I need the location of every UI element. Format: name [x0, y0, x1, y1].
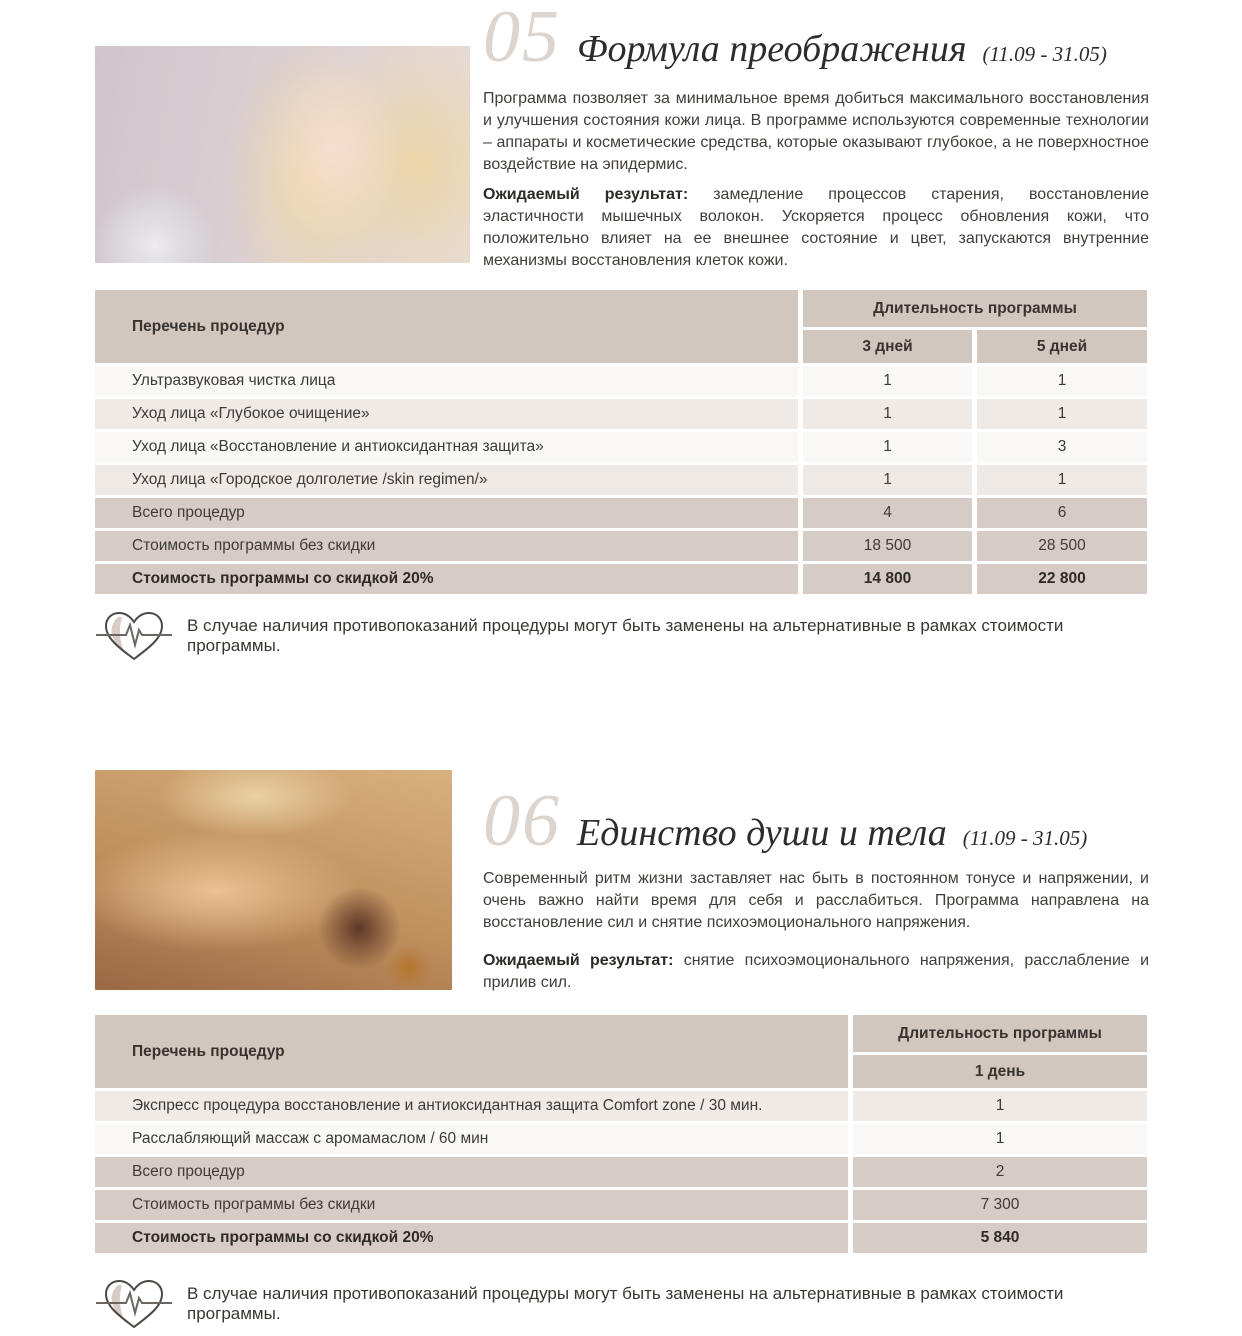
- value-1-day: 2: [853, 1157, 1147, 1187]
- duration-header-block: [853, 1015, 1147, 1088]
- duration-header: Длительность программы: [853, 1015, 1147, 1052]
- procedure-label: Уход лица «Городское долголетие /skin regimen/»: [95, 465, 798, 495]
- section-05-header: [483, 0, 1107, 78]
- section-05-description: Программа позволяет за минимальное время добиться максимального восстановления и улучшения состояния кожи лица. В программе используются современные технологии – аппараты и косметические средства, которые оказывают глубокое, а не поверхностное воздействие на эпидермис.: [483, 90, 1149, 173]
- value-5-days: 1: [977, 366, 1147, 396]
- skincare-photo: [95, 46, 470, 263]
- massage-photo: [95, 770, 452, 990]
- table-row: [95, 465, 1147, 495]
- value-3-days: 1: [803, 432, 972, 462]
- table-row-total: [95, 498, 1147, 528]
- value-3-days: 1: [803, 465, 972, 495]
- duration-col-5-days: 5 дней: [977, 330, 1147, 363]
- discount-price-1-day: 5 840: [853, 1223, 1147, 1253]
- contraindication-note: [95, 608, 1155, 664]
- section-06-description: Современный ритм жизни заставляет нас быть в постоянном тонусе и напряжении, и очень важно найти время для себя и расслабиться. Программа направлена на восстановление сил и снятие психоэмоционального напряжения.: [483, 870, 1149, 931]
- procedure-label: Расслабляющий массаж с аромамаслом / 60 мин: [95, 1124, 848, 1154]
- heart-pulse-icon: [95, 1276, 173, 1332]
- section-06-header: [483, 780, 1088, 862]
- table-row: [95, 366, 1147, 396]
- section-dates: (11.09 - 31.05): [962, 826, 1088, 850]
- duration-col-3-days: 3 дней: [803, 330, 972, 363]
- contraindication-note: [95, 1276, 1155, 1332]
- procedure-label: Ультразвуковая чистка лица: [95, 366, 798, 396]
- value-3-days: 1: [803, 366, 972, 396]
- expected-result-text: замедление процессов старения, восстановление эластичности мышечных волокон. Ускоряется процесс обновления кожи, что положительно влияет на ее внешнее состояние и цвет, запускаются внутренние механизмы восстановления клеток кожи.: [483, 186, 1150, 269]
- total-label: Всего процедур: [95, 498, 798, 528]
- table-row-discount-price: [95, 564, 1147, 594]
- discount-price-5-days: 22 800: [977, 564, 1147, 594]
- table-row-total: [95, 1157, 1147, 1187]
- procedures-column-header: Перечень процедур: [95, 1015, 848, 1088]
- section-06-expected-result: [483, 950, 1149, 994]
- price-label: Стоимость программы без скидки: [95, 1190, 848, 1220]
- table-row: [95, 1124, 1147, 1154]
- procedures-column-header: Перечень процедур: [95, 290, 798, 363]
- table-row-price: [95, 531, 1147, 561]
- section-dates: (11.09 - 31.05): [982, 42, 1107, 66]
- value-5-days: 1: [977, 399, 1147, 429]
- note-text: В случае наличия противопоказаний процедуры могут быть заменены на альтернативные в рамках стоимости программы.: [187, 1284, 1064, 1323]
- note-text: В случае наличия противопоказаний процедуры могут быть заменены на альтернативные в рамках стоимости программы.: [187, 616, 1064, 655]
- value-5-days: 1: [977, 465, 1147, 495]
- section-title: Единство души и тела: [577, 812, 947, 854]
- duration-header: Длительность программы: [803, 290, 1147, 327]
- table-row: [95, 432, 1147, 462]
- duration-header-block: [803, 290, 1147, 363]
- heart-pulse-icon: [95, 608, 173, 664]
- program-05-table: [95, 290, 1147, 594]
- price-5-days: 28 500: [977, 531, 1147, 561]
- value-5-days: 3: [977, 432, 1147, 462]
- value-1-day: 1: [853, 1091, 1147, 1121]
- section-05-expected-result: [483, 184, 1149, 272]
- total-label: Всего процедур: [95, 1157, 848, 1187]
- value-5-days: 6: [977, 498, 1147, 528]
- expected-result-label: Ожидаемый результат:: [483, 186, 689, 203]
- program-06-table: [95, 1015, 1147, 1253]
- expected-result-text: снятие психоэмоционального напряжения, расслабление и прилив сил.: [483, 952, 1150, 991]
- value-3-days: 1: [803, 399, 972, 429]
- procedure-label: Экспресс процедура восстановление и антиоксидантная защита Comfort zone / 30 мин.: [95, 1091, 848, 1121]
- price-1-day: 7 300: [853, 1190, 1147, 1220]
- price-3-days: 18 500: [803, 531, 972, 561]
- price-label: Стоимость программы без скидки: [95, 531, 798, 561]
- table-row-price: [95, 1190, 1147, 1220]
- procedure-label: Уход лица «Восстановление и антиоксидантная защита»: [95, 432, 798, 462]
- table-row: [95, 1091, 1147, 1121]
- table-header: [95, 290, 1147, 363]
- table-row: [95, 399, 1147, 429]
- duration-col-1-day: 1 день: [853, 1055, 1147, 1088]
- expected-result-label: Ожидаемый результат:: [483, 952, 674, 969]
- table-header: [95, 1015, 1147, 1088]
- discount-price-3-days: 14 800: [803, 564, 972, 594]
- procedure-label: Уход лица «Глубокое очищение»: [95, 399, 798, 429]
- value-1-day: 1: [853, 1124, 1147, 1154]
- section-number: 05: [483, 0, 561, 78]
- discount-price-label: Стоимость программы со скидкой 20%: [95, 564, 798, 594]
- discount-price-label: Стоимость программы со скидкой 20%: [95, 1223, 848, 1253]
- section-number: 06: [483, 780, 561, 862]
- table-row-discount-price: [95, 1223, 1147, 1253]
- value-3-days: 4: [803, 498, 972, 528]
- section-title: Формула преображения: [577, 28, 967, 70]
